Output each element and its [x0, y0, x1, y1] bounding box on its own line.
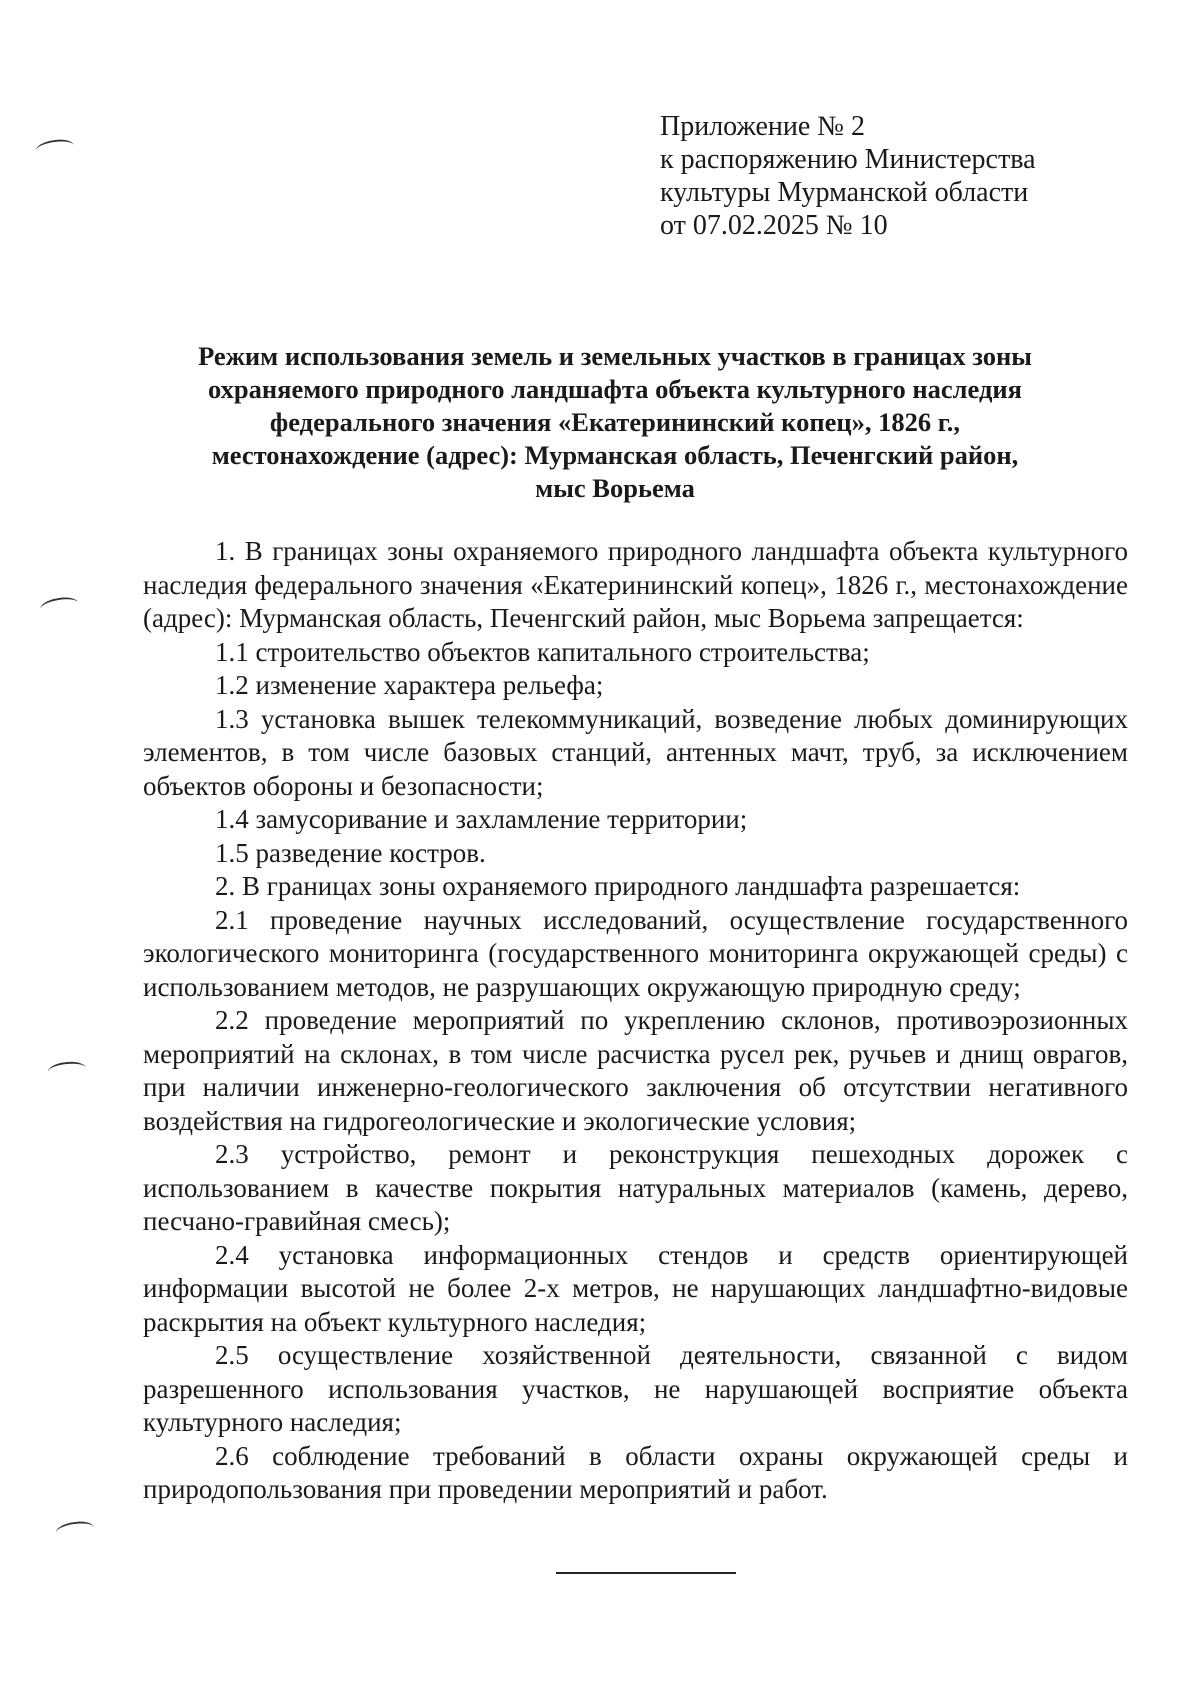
list-item: 2.3 устройство, ремонт и реконструкция пешеходных дорожек с использованием в качестве покрытия натуральных материалов (камень, дерево, песчано-гравийная смесь); — [143, 1139, 1128, 1236]
list-item: 1.5 разведение костров. — [215, 837, 486, 868]
section-1-intro: 1. В границах зоны охраняемого природного ландшафта объекта культурного наследия федерального значения «Екатерининский копец», 1826 г., местонахождение (адрес): Мурманская область, Печенгский район, мыс Ворьема запрещается: — [143, 536, 1128, 633]
section-2-intro: 2. В границах зоны охраняемого природного ландшафта разрешается: — [215, 871, 1021, 901]
list-item: 1.4 замусоривание и захламление территории; — [215, 804, 748, 834]
hole-punch-mark — [35, 137, 75, 158]
title-line: Режим использования земель и земельных участков в границах зоны — [198, 341, 1032, 371]
hole-punch-mark — [39, 595, 79, 617]
list-item: 2.6 соблюдение требований в области охраны окружающей среды и природопользования при проведении мероприятий и работ. — [143, 1440, 1128, 1504]
list-item: 1.1 строительство объектов капитального строительства; — [215, 636, 870, 667]
hole-punch-mark — [55, 1519, 95, 1540]
list-item: 2.1 проведение научных исследований, осуществление государственного экологического мониторинга (государственного мониторинга окружающей среды) с использованием методов, не разрушающих окружающую природную среду; — [143, 904, 1128, 1002]
title-line: мыс Ворьема — [535, 473, 695, 503]
document-body — [143, 535, 1128, 1507]
title-line: федерального значения «Екатерининский копец», 1826 г., — [269, 407, 961, 437]
annex-number: Приложение № 2 — [660, 111, 865, 142]
annex-date: от 07.02.2025 № 10 — [660, 210, 888, 241]
list-item: 2.2 проведение мероприятий по укреплению склонов, противоэрозионных мероприятий на склонах, в том числе расчистка русел рек, ручьев и днищ оврагов, при наличии инженерно-геологического заключения об отсутствии негативного воздействия на гидрогеологические и экологические условия; — [143, 1005, 1128, 1136]
list-item: 1.3 установка вышек телекоммуникаций, возведение любых доминирующих элементов, в том числе базовых станций, антенных мачт, труб, за исключением объектов обороны и безопасности; — [143, 703, 1128, 801]
document-title — [150, 340, 1080, 505]
title-line: местонахождение (адрес): Мурманская область, Печенгский район, — [211, 440, 1019, 470]
list-item: 2.5 осуществление хозяйственной деятельности, связанной с видом разрешенного использования участков, не нарушающей восприятие объекта культурного наследия; — [143, 1340, 1128, 1437]
hole-punch-mark — [47, 1060, 86, 1080]
end-divider — [556, 1572, 736, 1574]
annex-order-ref: к распоряжению Министерства — [660, 144, 1036, 175]
list-item: 2.4 установка информационных стендов и средств ориентирующей информации высотой не более 2-х метров, не нарушающих ландшафтно-видовые раскрытия на объект культурного наследия; — [143, 1239, 1128, 1337]
title-line: охраняемого природного ландшафта объекта культурного наследия — [208, 374, 1022, 404]
list-item: 1.2 изменение характера рельефа; — [215, 670, 604, 700]
annex-header — [660, 110, 1140, 242]
annex-ministry: культуры Мурманской области — [660, 177, 1029, 208]
